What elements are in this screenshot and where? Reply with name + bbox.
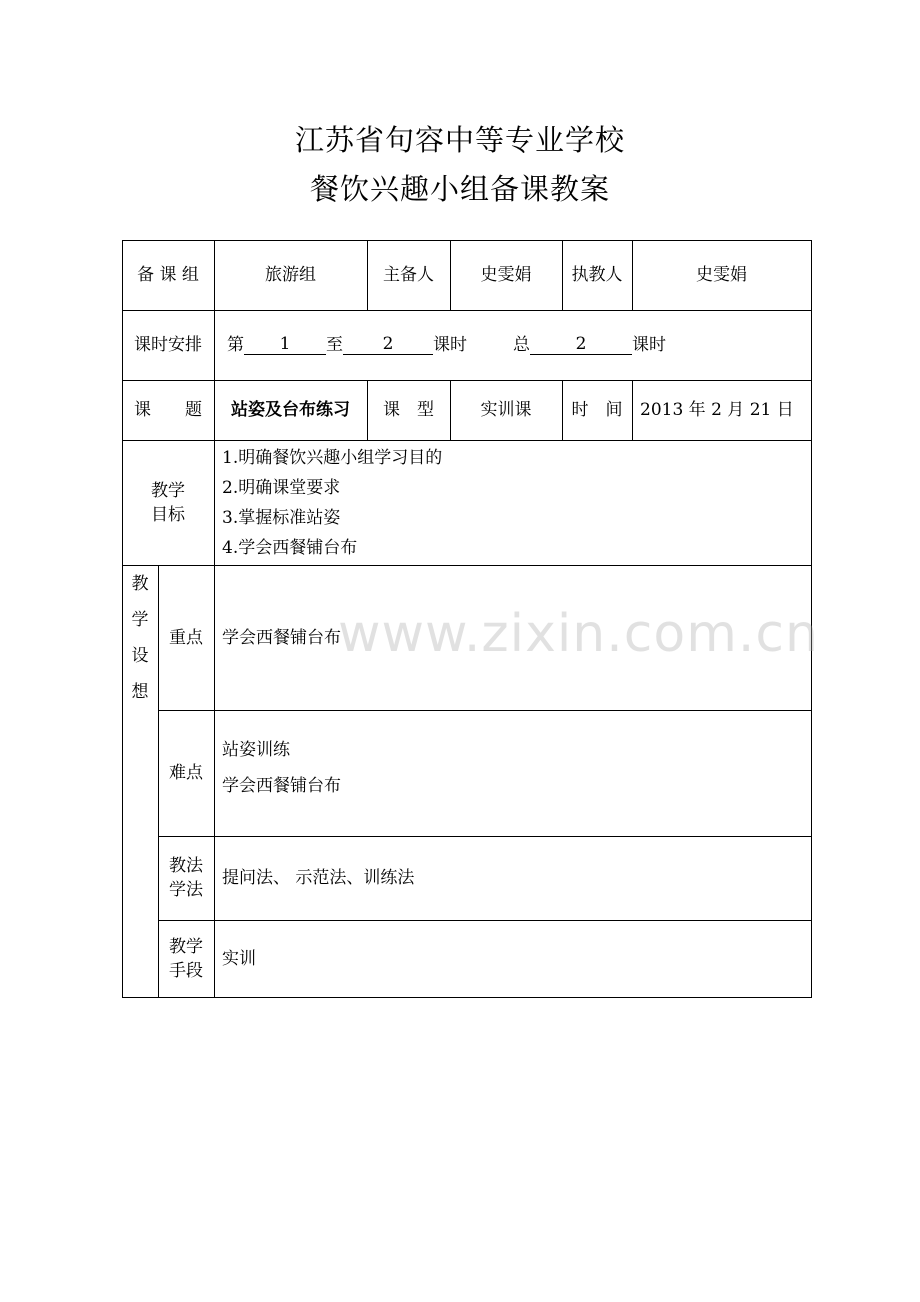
schedule-value	[227, 310, 807, 380]
schedule-to-word: 至	[326, 335, 343, 355]
group-value: 旅游组	[265, 265, 316, 285]
method-value: 提问法、 示范法、训练法	[222, 868, 415, 888]
lead-preparer-value: 史雯娟	[480, 265, 532, 285]
topic-value: 站姿及台布练习	[231, 400, 350, 420]
schedule-unit-2: 课时	[632, 335, 666, 355]
lesson-type-label: 课 型	[383, 400, 434, 420]
difficulty-values	[222, 738, 802, 810]
time-value: 2013 年 2 月 21 日	[640, 400, 794, 420]
difficulty-item: 学会西餐铺台布	[222, 776, 341, 796]
lesson-type-value: 实训课	[480, 400, 532, 420]
means-label	[158, 920, 214, 997]
design-label	[122, 566, 158, 710]
schedule-to: 2	[343, 335, 433, 355]
key-point-label: 重点	[169, 627, 203, 648]
teacher-label: 执教人	[571, 265, 623, 285]
key-point-value: 学会西餐铺台布	[222, 627, 341, 648]
teacher-value: 史雯娟	[696, 265, 747, 285]
design-label-char: 想	[131, 682, 149, 702]
goals-label-line-2: 目标	[151, 504, 185, 525]
design-label-char: 教	[131, 574, 149, 594]
goals-label	[122, 440, 214, 565]
lead-preparer-label: 主备人	[383, 265, 434, 285]
goal-item: 1.明确餐饮兴趣小组学习目的	[222, 448, 443, 468]
method-label	[158, 836, 214, 920]
means-label-line-2: 手段	[169, 960, 203, 981]
schedule-unit-1: 课时	[433, 335, 467, 355]
school-title: 江苏省句容中等专业学校	[294, 123, 625, 157]
topic-label: 课 题	[134, 400, 202, 420]
means-label-line-1: 教学	[169, 936, 203, 957]
group-label: 备 课 组	[137, 265, 199, 285]
schedule-total-word: 总	[513, 335, 530, 355]
goal-item: 4.学会西餐铺台布	[222, 538, 358, 558]
method-label-line-1: 教法	[169, 856, 203, 876]
goals-label-line-1: 教学	[151, 480, 185, 501]
difficulty-label: 难点	[169, 763, 203, 783]
means-value: 实训	[222, 948, 256, 969]
design-label-char: 学	[131, 610, 149, 630]
plan-title: 餐饮兴趣小组备课教案	[309, 172, 610, 206]
design-label-char: 设	[131, 646, 149, 666]
goal-item: 2.明确课堂要求	[222, 478, 341, 498]
watermark: www.zixin.com.cn	[338, 604, 819, 664]
goals-list	[222, 446, 442, 566]
difficulty-item: 站姿训练	[222, 740, 290, 760]
schedule-total: 2	[530, 335, 632, 355]
schedule-from: 1	[244, 335, 326, 355]
method-label-line-2: 学法	[169, 880, 203, 900]
schedule-prefix: 第	[227, 335, 244, 355]
goal-item: 3.掌握标准站姿	[222, 508, 341, 528]
time-label: 时 间	[571, 400, 623, 420]
schedule-label: 课时安排	[134, 335, 202, 355]
